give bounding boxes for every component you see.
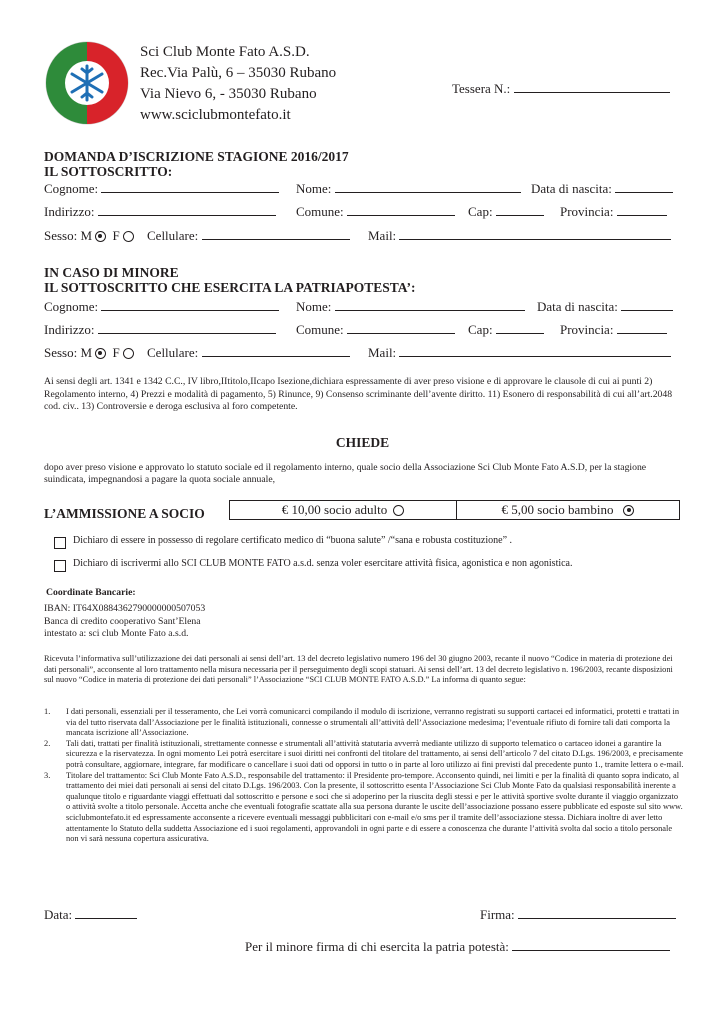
fee-table	[229, 500, 680, 520]
privacy-point-1-text: I dati personali, essenziali per il tesseramento, che Lei vorrà comunicarci compilando il modulo di iscrizione, verranno registrati su supporti cartacei ed informatici, protetti e trattati in via del tutto riservata dall’Associazione per le finalità istituzionali, connesse o strumentali all’attività dell’Associazione medesima; l’eventuale rifiuto di fornire tali dati comporta la mancata iscrizione all’Associazione.	[66, 707, 680, 738]
provincia-label: Provincia:	[560, 204, 614, 219]
bank-iban: IBAN: IT64X0884362790000000507053	[44, 603, 206, 614]
minor-signature-label: Per il minore firma di chi esercita la patria potestà:	[245, 939, 509, 954]
minor-sex-f-radio[interactable]	[123, 348, 134, 359]
club-address-2: Via Nievo 6, - 35030 Rubano	[140, 86, 317, 102]
minor-cognome-field[interactable]	[101, 309, 279, 311]
medical-certificate-checkbox[interactable]	[54, 537, 66, 549]
subscriber-heading: IL SOTTOSCRITTO:	[44, 164, 173, 179]
minor-data-nascita-label: Data di nascita:	[537, 299, 618, 314]
minor-heading-2: IL SOTTOSCRITTO CHE ESERCITA LA PATRIAPOTESTA’:	[44, 280, 416, 295]
minor-mail-field[interactable]	[399, 355, 671, 357]
tessera-label: Tessera N.:	[452, 81, 511, 96]
sex-f-radio[interactable]	[123, 231, 134, 242]
minor-cellulare-field[interactable]	[202, 355, 350, 357]
cellulare-label: Cellulare:	[147, 228, 199, 243]
minor-comune-field[interactable]	[347, 332, 455, 334]
data-nascita-field[interactable]	[615, 191, 673, 193]
club-address-1: Rec.Via Palù, 6 – 35030 Rubano	[140, 65, 337, 81]
fee-adult-label: € 10,00 socio adulto	[281, 502, 388, 517]
cap-field[interactable]	[496, 214, 544, 216]
cognome-field[interactable]	[101, 191, 279, 193]
privacy-point-2-num: 2.	[44, 738, 51, 748]
bank-heading: Coordinate Bancarie:	[46, 587, 136, 598]
medical-certificate-text: Dichiaro di essere in possesso di regolare certificato medico di “buona salute” /“sana e robusta costituzione” .	[73, 535, 513, 546]
sex-f-label: F	[112, 228, 120, 243]
privacy-point-3	[44, 771, 684, 845]
minor-signature-field[interactable]	[512, 949, 670, 951]
privacy-point-3-text: Titolare del trattamento: Sci Club Monte Fato A.S.D., responsabile del trattamento: il Presidente pro-tempore. Acconsento quindi, nei limiti e per la finalità di quanto sopra indicato, al trattamento dei miei dati personali ai sensi del citato D.Lgs. 196/2003. Con la presente, il sottoscritto esenta l’Associazione Sci Club Monte Fato da qualsiasi responsabilità inerente a qualunque titolo e riguardante viaggi effettuati dal sottoscritto e persone e soci che si adoperino per la riuscita degli stessi e per le attività sportive svolte durante il viaggio organizzato o attività svolte a titolo personale. Accetta anche che eventuali fotografie scattate alla sua persona durante le uscite dell’associazione possano essere pubblicate ed esposte sul sito www. sciclubmontefato.it ed espressamente acconsente a ricevere eventuali messaggi pubblicitari con e-mail e/o sms per il tramite dell’associazione stessa. Dichiara inoltre di aver letto attentamente lo Statuto della suddetta Associazione ed i suoi regolamenti, approvandoli in ogni parte e di essere a conoscenza che durante l’attività svolta dal socio a titolo personale non vi sarà nessuna copertura assicurativa.	[66, 770, 683, 844]
minor-provincia-label: Provincia:	[560, 322, 614, 337]
bank-name: Banca di credito cooperativo Sant’Elena	[44, 615, 201, 627]
firma-label: Firma:	[480, 907, 515, 922]
minor-heading-1: IN CASO DI MINORE	[44, 265, 179, 280]
fee-adult-radio[interactable]	[393, 505, 404, 516]
cellulare-field[interactable]	[202, 238, 350, 240]
fee-adult-cell[interactable]	[230, 501, 457, 519]
bank-holder: intestato a: sci club Monte Fato a.s.d.	[44, 628, 189, 640]
minor-cap-field[interactable]	[496, 332, 544, 334]
privacy-intro: Ricevuta l’informativa sull’utilizzazione dei dati personali ai sensi dell’art. 13 del decreto legislativo numero 196 del 30 giugno 2003, recante il nuovo “Codice in materia di protezione dei dati personali”, acconsente al loro trattamento nella misura necessaria per il perseguimento degli scopi statuari. Ai sensi dell’art. 13 del decreto legislativo n. 196/2003, recante disposizioni sul nuovo “Codice in materia di protezione dei dati personali” l’Associazione “SCI CLUB MONTE FATO A.S.D.” La informa di quanto segue:	[44, 654, 673, 685]
fee-child-cell[interactable]	[457, 501, 679, 519]
minor-mail-label: Mail:	[368, 345, 397, 360]
cap-label: Cap:	[468, 204, 493, 219]
sesso-label: Sesso: M	[44, 228, 93, 243]
firma-field[interactable]	[518, 917, 676, 919]
fee-child-radio[interactable]	[623, 505, 634, 516]
data-nascita-label: Data di nascita:	[531, 181, 612, 196]
indirizzo-label: Indirizzo:	[44, 204, 95, 219]
cognome-label: Cognome:	[44, 181, 99, 196]
club-name: Sci Club Monte Fato A.S.D.	[140, 44, 310, 60]
club-logo	[44, 40, 130, 126]
minor-indirizzo-field[interactable]	[98, 332, 276, 334]
minor-cap-label: Cap:	[468, 322, 493, 337]
minor-comune-label: Comune:	[296, 322, 344, 337]
comune-label: Comune:	[296, 204, 344, 219]
mail-field[interactable]	[399, 238, 671, 240]
comune-field[interactable]	[347, 214, 455, 216]
minor-cellulare-label: Cellulare:	[147, 345, 199, 360]
nome-label: Nome:	[296, 181, 332, 196]
club-website: www.sciclubmontefato.it	[140, 107, 291, 123]
minor-data-nascita-field[interactable]	[621, 309, 673, 311]
nome-field[interactable]	[335, 191, 521, 193]
tessera-field[interactable]	[514, 91, 670, 93]
minor-nome-field[interactable]	[335, 309, 525, 311]
minor-provincia-field[interactable]	[617, 332, 667, 334]
privacy-point-2-text: Tali dati, trattati per finalità istituzionali, strettamente connesse e strumentali all’attività statutaria avverrà mediante utilizzo di supporto telematico o cartaceo idonei a garantire la sicurezza e la riservatezza. In ogni momento Lei potrà esercitare i suoi diritti nei confronti del titolare del trattamento, ai sensi dell’articolo 7 del citato D.Lgs. 196/2003, e precisamente potrà consultare, aggiornare, integrare, far modificare o cancellare i suoi dati od opporsi in tutto o in parte al loro utilizzo ai fini previsti dal precedente punto 1., tramite lettera o e-mail.	[66, 738, 684, 769]
chiede-text: dopo aver preso visione e approvato lo statuto sociale ed il regolamento interno, quale socio della Associazione Sci Club Monte Fato A.S.D, per la stagione suindicata, impegnandosi a pagare la quota sociale annuale,	[44, 462, 647, 486]
privacy-point-1	[44, 707, 684, 739]
clauses-text: Ai sensi degli art. 1341 e 1342 C.C., IV libro,IItitolo,IIcapo Isezione,dichiara espressamente di aver preso visione e di approvare le clausole di cui ai punti 2) Regolamento interno, 4) Prezzi e modalità di pagamento, 5) Rinunce, 9) Consenso scriminante dell’avente diritto. 11) Esonero di responsabilità di cui all’art.2048 cod. civ.. 13) Controversie e deroga esclusiva al foro competente.	[44, 376, 673, 413]
sex-m-radio[interactable]	[95, 231, 106, 242]
minor-cognome-label: Cognome:	[44, 299, 99, 314]
fee-child-label: € 5,00 socio bambino	[501, 502, 614, 517]
privacy-point-3-num: 3.	[44, 770, 51, 780]
provincia-field[interactable]	[617, 214, 667, 216]
privacy-point-1-num: 1.	[44, 707, 51, 716]
privacy-point-2	[44, 739, 684, 771]
indirizzo-field[interactable]	[98, 214, 276, 216]
minor-sex-f-label: F	[112, 345, 120, 360]
form-title: DOMANDA D’ISCRIZIONE STAGIONE 2016/2017	[44, 149, 349, 164]
minor-sex-m-radio[interactable]	[95, 348, 106, 359]
date-field[interactable]	[75, 917, 137, 919]
minor-nome-label: Nome:	[296, 299, 332, 314]
ammissione-label: L’AMMISSIONE A SOCIO	[44, 506, 205, 521]
minor-indirizzo-label: Indirizzo:	[44, 322, 95, 337]
no-activity-text: Dichiaro di iscrivermi allo SCI CLUB MONTE FATO a.s.d. senza voler esercitare attività fisica, agonistica e non agonistica.	[73, 558, 573, 569]
mail-label: Mail:	[368, 228, 397, 243]
date-label: Data:	[44, 907, 73, 922]
no-activity-checkbox[interactable]	[54, 560, 66, 572]
minor-sesso-label: Sesso: M	[44, 345, 93, 360]
chiede-heading: CHIEDE	[335, 435, 390, 450]
